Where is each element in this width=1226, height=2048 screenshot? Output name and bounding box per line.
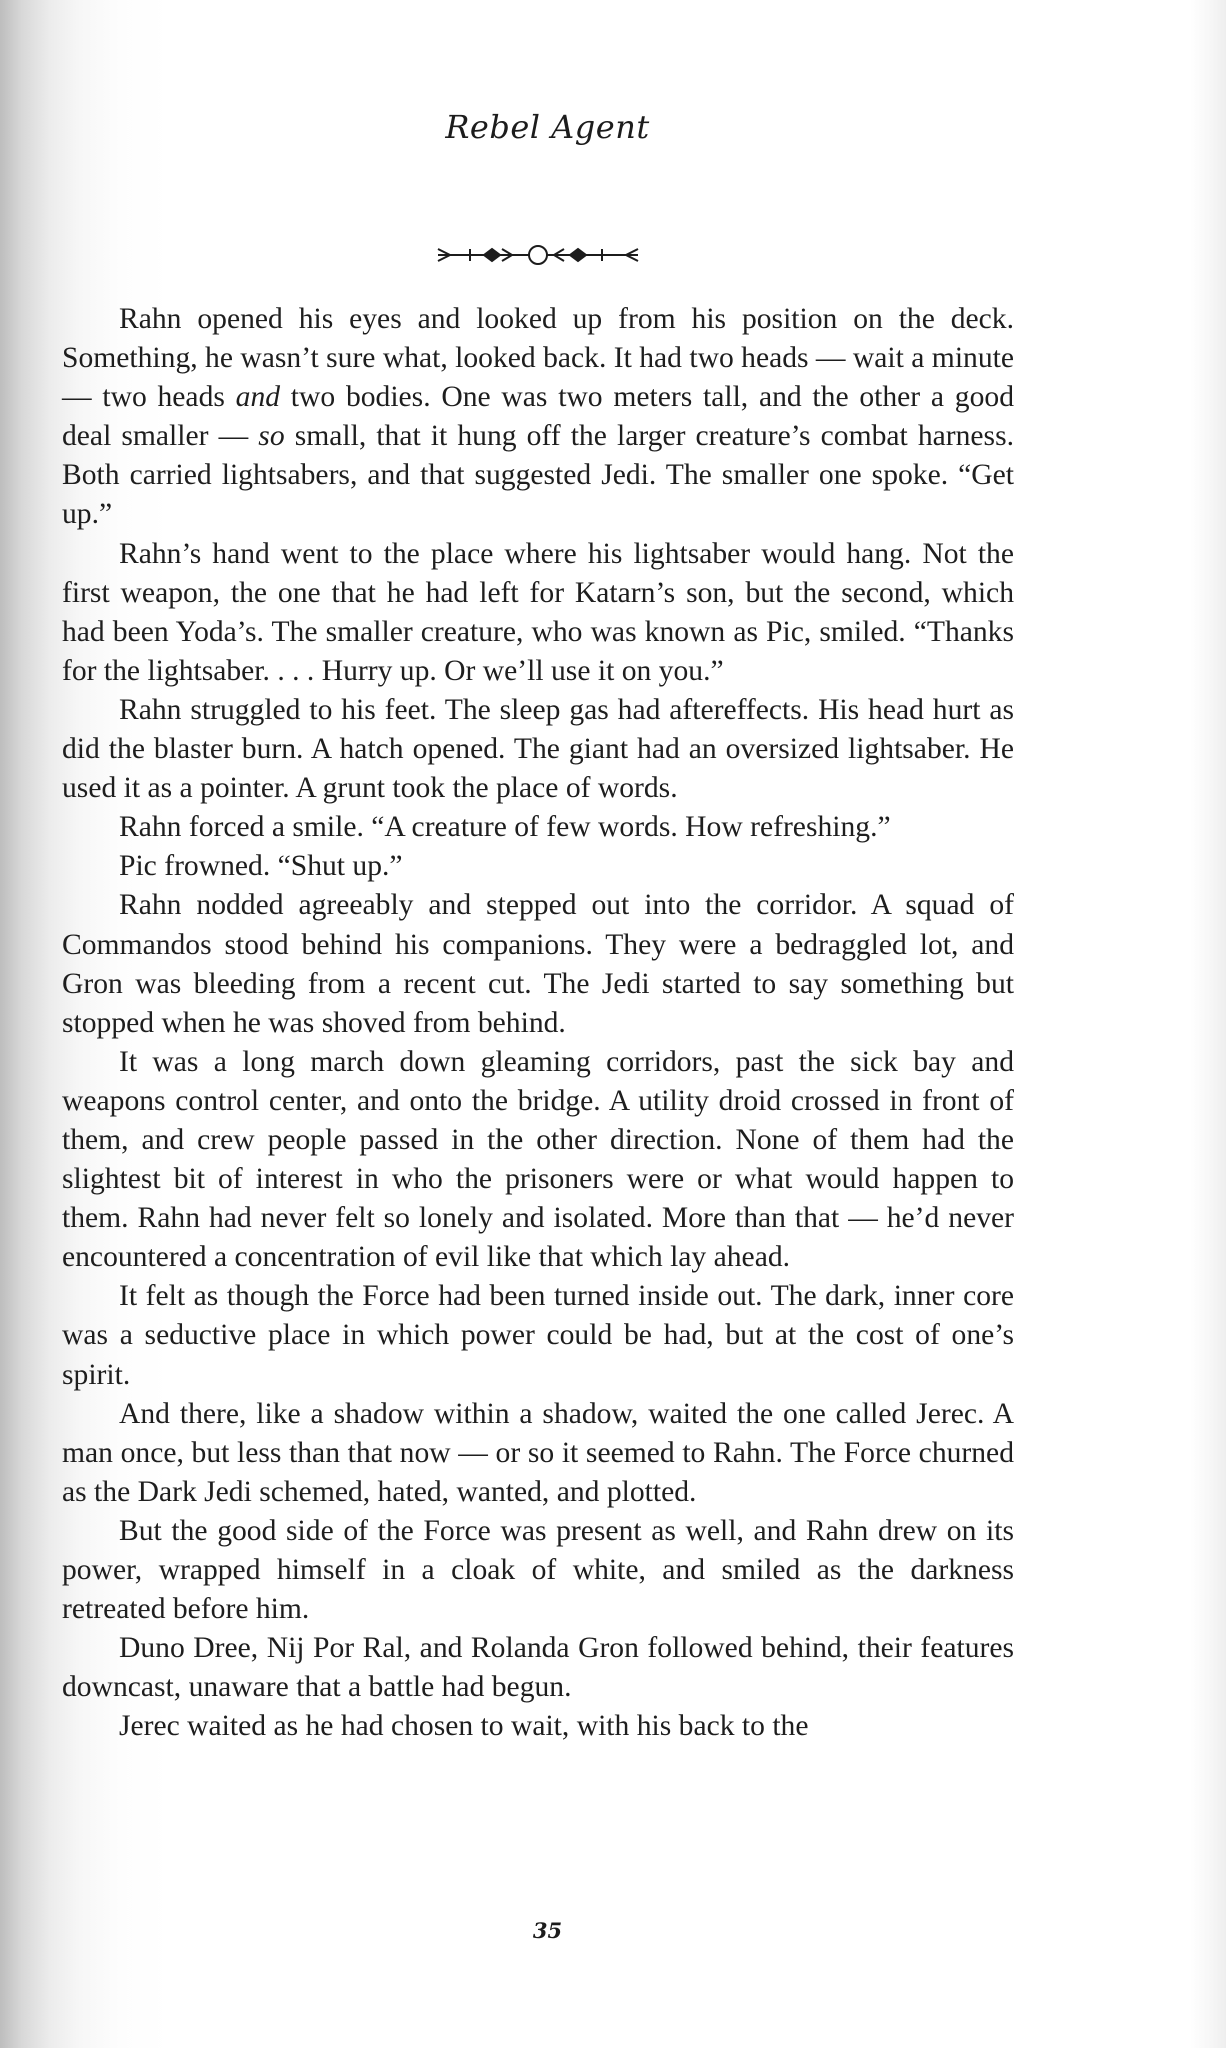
paragraph-12: Jerec waited as he had chosen to wait, with his back to the [119,1710,809,1743]
paragraph-9: And there, like a shadow within a shadow, waited the one called Jerec. A man once, but less than that now — or so it seemed to Rahn. The Force churned as the Dark Jedi schemed, hated, wanted, and plotted. [62,1397,1014,1508]
emphasis-and: and [235,381,281,414]
paragraph-2: Rahn’s hand went to the place where his lightsaber would hang. Not the first weapon, the one that he had left for Katarn’s son, but the second, which had been Yoda’s. The smaller creature, who was known as Pic, smiled. “Thanks for the lightsaber. . . . Hurry up. Or we’ll use it on you.” [62,537,1014,687]
paragraph-6: Rahn nodded agreeably and stepped out into the corridor. A squad of Commandos stood behind his companions. They were a bedraggled lot, and Gron was bleeding from a recent cut. The Jedi started to say something but stopped when he was shoved from behind. [62,889,1014,1039]
paragraph-7: It was a long march down gleaming corridors, past the sick bay and weapons control center, and onto the bridge. A utility droid crossed in front of them, and crew people passed in the other direction. None of them had the slightest bit of interest in who the prisoners were or what would happen to them. Rahn had never felt so lonely and isolated. More than that — he’d never encountered a concentration of evil like that which lay ahead. [62,1045,1014,1274]
body-text [62,300,1014,1746]
scroll-ornament-icon [436,240,640,270]
paragraph-8: It felt as though the Force had been turned inside out. The dark, inner core was a seductive place in which power could be had, but at the cost of one’s spirit. [62,1280,1014,1391]
emphasis-so: so [258,420,285,453]
paragraph-3: Rahn struggled to his feet. The sleep gas had aftereffects. His head hurt as did the blaster burn. A hatch opened. The giant had an oversized lightsaber. He used it as a pointer. A grunt took the place of words. [62,693,1014,805]
paragraph-1: Rahn opened his eyes and looked up from his position on the deck. Something, he wasn’t sure what, looked back. It had two heads — wait a minute — two heads and two bodies. One was two meters tall, and the other a good deal smaller — so small, that it hung off the larger creature’s combat harness. Both carried lightsabers, and that suggested Jedi. The smaller one spoke. “Get up.” [62,303,1014,531]
paragraph-11: Duno Dree, Nij Por Ral, and Rolanda Gron followed behind, their features downcast, unaware that a battle had begun. [62,1632,1014,1704]
paragraph-5: Pic frowned. “Shut up.” [119,850,403,883]
page-number: 35 [532,1918,563,1943]
running-head: Rebel Agent [445,108,650,146]
paragraph-10: But the good side of the Force was present as well, and Rahn drew on its power, wrapped himself in a cloak of white, and smiled as the darkness retreated before him. [62,1514,1014,1626]
paragraph-4: Rahn forced a smile. “A creature of few words. How refreshing.” [119,811,891,844]
